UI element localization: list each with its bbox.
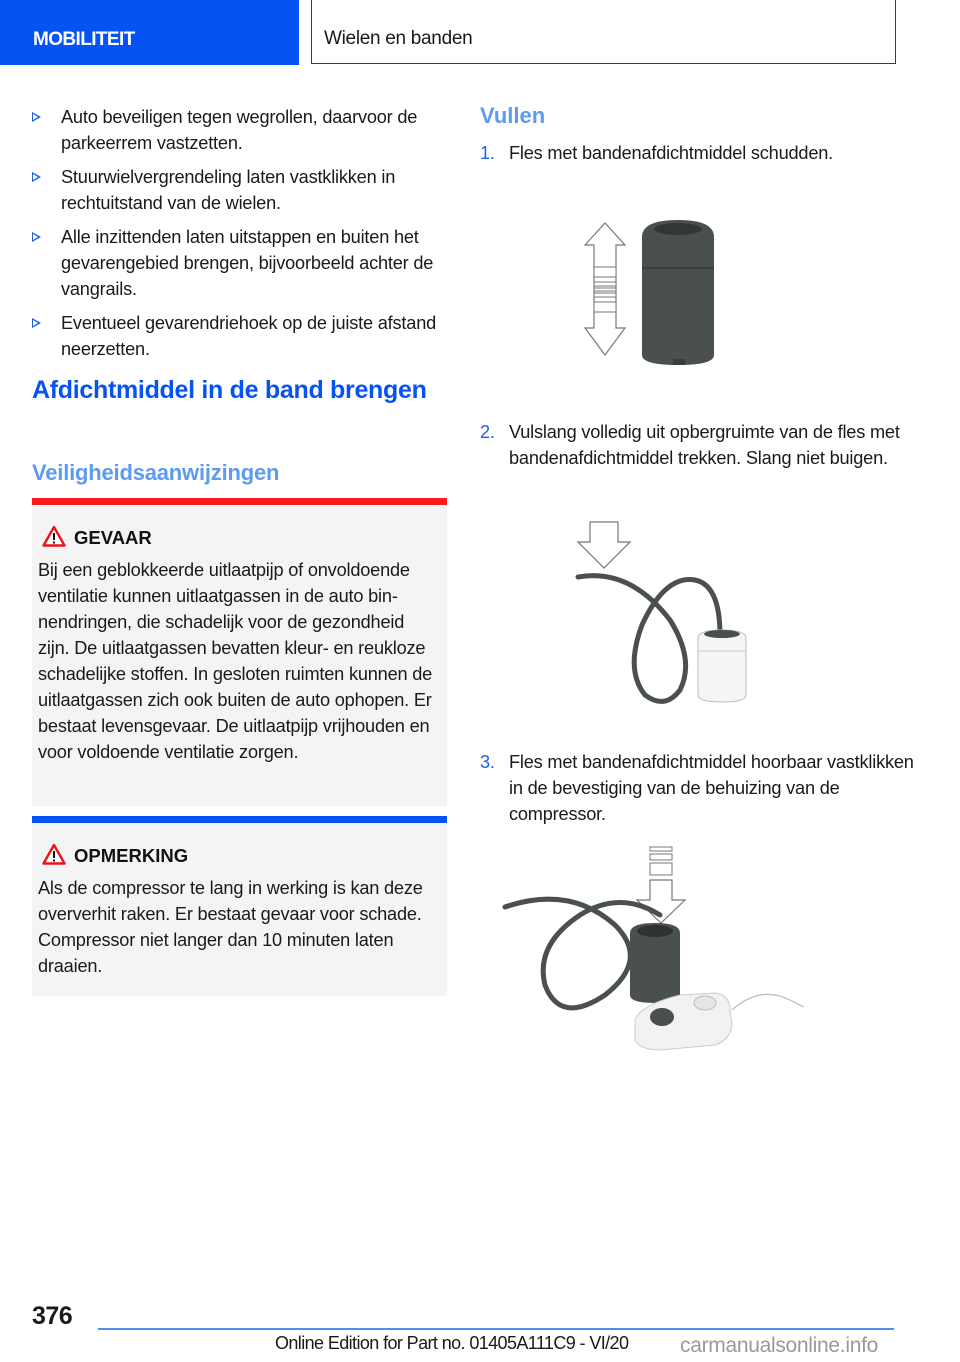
danger-bar [32,498,447,505]
step-item: 2. Vulslang volledig uit opbergruimte van de fles met bandenafdichtmiddel trekken. Slang niet buigen. [480,419,929,471]
subsection-heading: Veiligheidsaanwijzingen [32,460,280,485]
triangle-bullet-icon [32,318,41,328]
triangle-bullet-icon [32,232,41,242]
list-item: Alle inzittenden laten uitstappen en buiten het gevarengebied brengen, bijvoorbeeld achter de vangrails. [32,224,452,302]
triangle-bullet-icon [32,172,41,182]
section-tab [0,0,299,65]
step-item: 3. Fles met bandenafdichtmiddel hoorbaar vastklikken in de bevestiging van de behuizing van de compressor. [480,749,929,827]
attach-bottle-compressor-illustration [500,845,830,1060]
step-number: 3. [480,752,495,772]
step-number: 1. [480,143,495,163]
warning-triangle-icon [42,843,66,865]
chapter-tab [311,0,896,64]
step-number: 2. [480,422,495,442]
note-notice [32,816,447,996]
section-heading: Afdichtmiddel in de band brengen [32,376,427,404]
list-item: Eventueel gevarendriehoek op de juiste afstand neerzetten. [32,310,452,362]
pull-hose-illustration [570,520,760,710]
list-item: Auto beveiligen tegen wegrollen, daarvoor de parkeerrem vastzetten. [32,104,452,156]
edition-text: Online Edition for Part no. 01405A111C9 - VI/20 [275,1333,629,1353]
note-bar [32,816,447,823]
notice-text: Als de compressor te lang in werking is kan deze oververhit raken. Er bestaat gevaar voor schade. Compressor niet langer dan 10 minuten laten draaien. [38,878,423,976]
watermark: carmanualsonline.info [680,1334,878,1357]
triangle-bullet-icon [32,112,41,122]
danger-notice [32,498,447,806]
notice-title: GEVAAR [32,527,447,551]
step-item: 1. Fles met bandenafdichtmiddel schudden. [480,140,929,166]
warning-triangle-icon [42,525,66,547]
chapter-title: Wielen en banden [324,28,473,49]
list-item: Stuurwielvergrendeling laten vastklikken in rechtuitstand van de wielen. [32,164,452,216]
precaution-list [32,104,452,370]
notice-text: Bij een geblokkeerde uitlaatpijp of onvoldoende ventilatie kunnen uitlaatgassen in de auto binnendringen, die schadelijk voor de gezondheid zijn. De uitlaatgassen bevatten kleur- en reukloze schadelijke stoffen. In gesloten ruimten kunnen de uitlaatgassen zich ook buiten de auto ophopen. Er bestaat levensgevaar. De uitlaatpijp vrijhouden en voor voldoende ventilatie zorgen. [38,560,433,762]
shake-bottle-illustration [580,215,720,365]
fill-heading: Vullen [480,103,546,128]
page-number: 376 [32,1302,73,1330]
footer-divider [98,1328,894,1330]
notice-title: OPMERKING [32,845,447,869]
section-title: MOBILITEIT [33,29,135,50]
